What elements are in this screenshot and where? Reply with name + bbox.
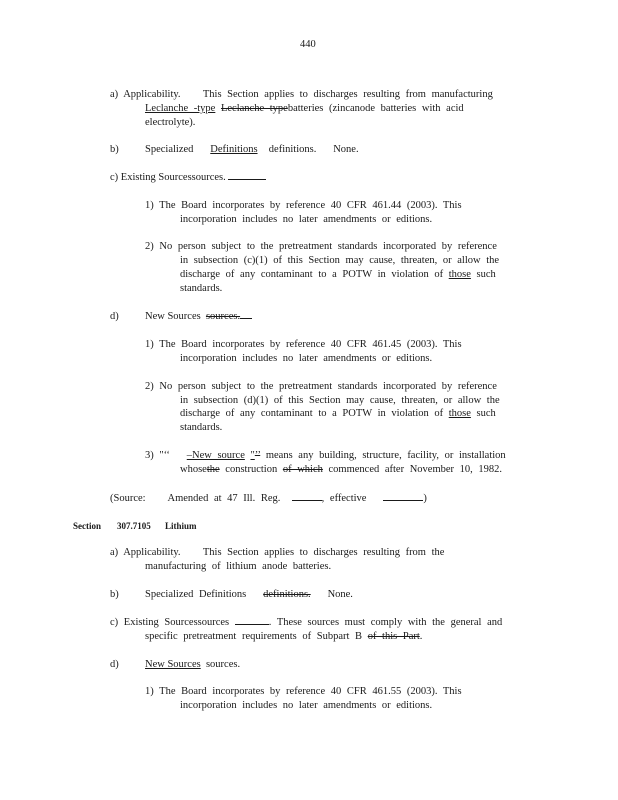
deleted-text: definitions. — [263, 589, 311, 600]
inserted-text: Definitions — [210, 144, 258, 155]
deleted-text: of this Part — [367, 631, 420, 642]
existing-item-2-line-3 — [180, 268, 496, 281]
applicability-text: This Section applies to discharges resulting from manufacturing — [202, 89, 493, 100]
definitions-text: None. — [333, 144, 359, 155]
new-item-2-line-4: standards. — [180, 422, 223, 433]
definitions-text: definitions. — [268, 144, 317, 155]
existing-item-2-line-1: 2) No person subject to the pretreatment standards incorporated by reference — [145, 241, 497, 252]
new-item-2-line-2: in subsection (d)(1) of this Section may cause, threaten, or allow the — [180, 395, 500, 406]
applicability-label: a) Applicability. — [110, 89, 181, 100]
deleted-text: Leclanche type — [220, 103, 288, 114]
source-note-text: ) — [423, 493, 427, 504]
strike-dash — [240, 312, 252, 319]
definitions-label: b) — [110, 144, 119, 155]
existing-sources-label: c) Existing Sourcessources — [110, 617, 230, 628]
definitions-text: None. — [327, 589, 353, 600]
lithium-new-sources-heading — [145, 658, 240, 671]
blank-line — [383, 491, 423, 501]
lithium-existing-line-1 — [110, 616, 502, 629]
inserted-text: New Sources — [145, 659, 201, 670]
section-title: Lithium — [165, 521, 197, 531]
lithium-definitions-label: b) — [110, 589, 119, 600]
existing-sources-label: c) Existing Sourcessources. — [110, 172, 226, 183]
deleted-text: of which — [282, 464, 323, 475]
section-label: Section — [73, 521, 101, 531]
applicability-text: This Section applies to discharges resulting from the — [202, 547, 445, 558]
strike-dash — [228, 173, 266, 180]
deleted-text: the — [206, 464, 220, 475]
item-text: construction — [225, 464, 278, 475]
deleted-text: ’’ — [254, 450, 261, 461]
item-text: such — [476, 269, 496, 280]
new-item-3-line-1 — [145, 449, 506, 462]
existing-sources-heading — [110, 171, 266, 184]
item-text: discharge of any contaminant to a POTW in violation of — [180, 408, 444, 419]
existing-item-2-line-2: in subsection (c)(1) of this Section may cause, threaten, or allow the — [180, 255, 500, 266]
strike-dash — [235, 618, 269, 625]
quote-marks: "‘‘ — [159, 450, 170, 461]
new-sources-text: New Sources — [145, 311, 201, 322]
item-text: whose — [180, 464, 207, 475]
lithium-new-sources-label: d) — [110, 659, 119, 670]
applicability-line-3: electrolyte). — [145, 117, 196, 128]
inserted-text: " — [250, 450, 255, 461]
existing-text: . These sources must comply with the general and — [268, 617, 503, 628]
lithium-new-item-1-line-2: incorporation includes no later amendments or editions. — [180, 700, 433, 711]
existing-item-1-line-1: 1) The Board incorporates by reference 40 CFR 461.44 (2003). This — [145, 200, 462, 211]
inserted-text: those — [448, 408, 471, 419]
lithium-applicability-line-1 — [110, 546, 444, 559]
new-sources-label: d) — [110, 311, 119, 322]
lithium-applicability-line-2: manufacturing of lithium anode batteries. — [145, 561, 332, 572]
existing-item-1-line-2: incorporation includes no later amendments or editions. — [180, 214, 433, 225]
definitions-text: Specialized — [145, 144, 194, 155]
inserted-text: Leclanche -type — [145, 103, 216, 114]
item-number: 3) — [145, 450, 154, 461]
applicability-label: a) Applicability. — [110, 547, 181, 558]
existing-text: specific pretreatment requirements of Subpart B — [145, 631, 363, 642]
applicability-line-1 — [110, 88, 493, 101]
lithium-definitions-line — [145, 588, 353, 601]
item-text: discharge of any contaminant to a POTW in violation of — [180, 269, 444, 280]
applicability-text: batteries (zincanode batteries with acid — [287, 103, 464, 114]
new-item-1-line-1: 1) The Board incorporates by reference 40 CFR 461.45 (2003). This — [145, 339, 462, 350]
existing-item-2-line-4: standards. — [180, 283, 223, 294]
new-sources-text: sources. — [205, 659, 241, 670]
definitions-text: Specialized Definitions — [145, 589, 247, 600]
lithium-new-item-1-line-1: 1) The Board incorporates by reference 40 CFR 461.55 (2003). This — [145, 686, 462, 697]
source-note-text: , effective — [321, 493, 367, 504]
source-note-text: (Source: — [110, 493, 146, 504]
definitions-line — [145, 143, 359, 156]
applicability-line-2 — [145, 102, 464, 115]
blank-line — [292, 491, 322, 501]
inserted-text: –New source — [186, 450, 245, 461]
new-item-2-line-3 — [180, 407, 496, 420]
item-text: means any building, structure, facility, or installation — [265, 450, 506, 461]
new-sources-heading — [145, 310, 252, 323]
deleted-text: sources. — [205, 311, 241, 322]
new-item-3-line-2 — [180, 463, 502, 476]
existing-text: . — [419, 631, 423, 642]
item-text: such — [476, 408, 496, 419]
section-number: 307.7105 — [117, 521, 151, 531]
item-text: commenced after November 10, 1982. — [328, 464, 503, 475]
new-item-1-line-2: incorporation includes no later amendments or editions. — [180, 353, 433, 364]
page-number: 440 — [300, 39, 316, 50]
source-note — [110, 491, 427, 505]
inserted-text: those — [448, 269, 471, 280]
lithium-existing-line-2 — [145, 630, 422, 643]
new-item-2-line-1: 2) No person subject to the pretreatment standards incorporated by reference — [145, 381, 497, 392]
source-note-text: Amended at 47 Ill. Reg. — [167, 493, 281, 504]
